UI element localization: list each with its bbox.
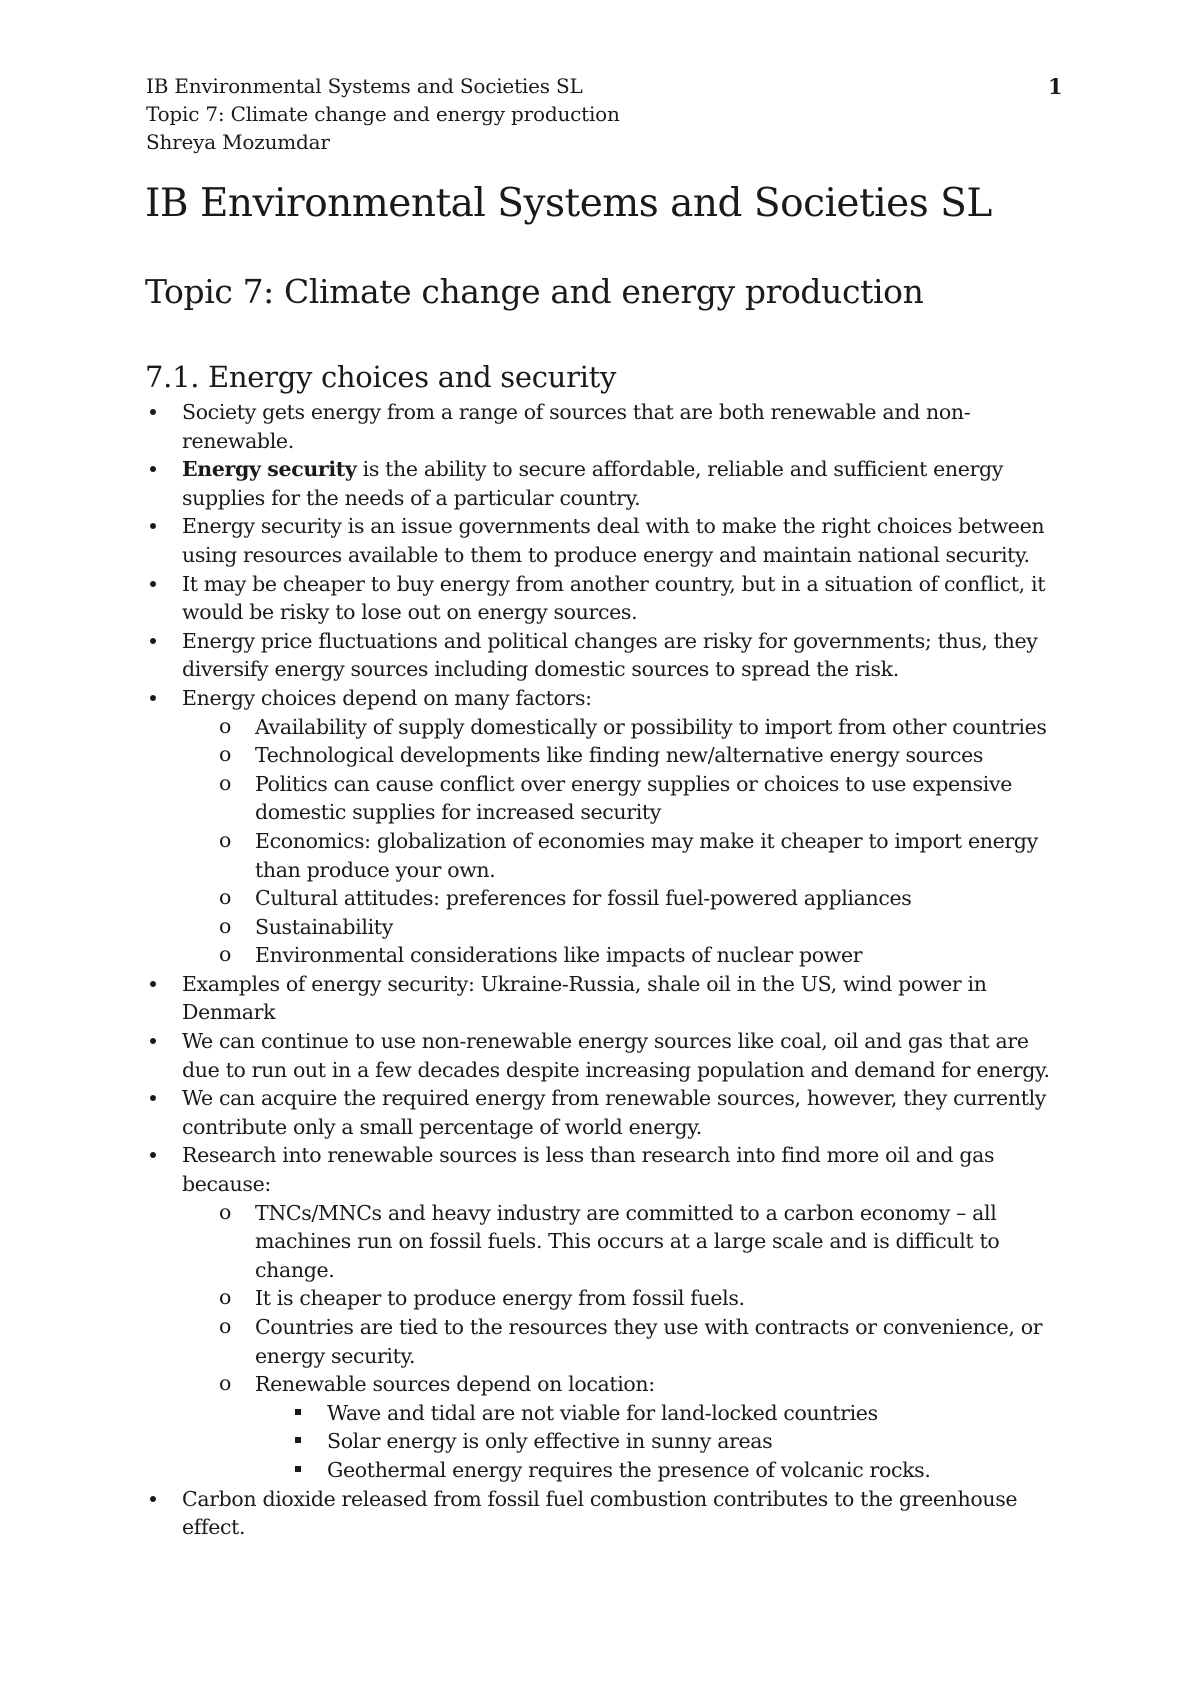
bullet-text: Energy choices depend on many factors: <box>182 685 592 710</box>
sub-sub-bullet-list <box>291 1399 1066 1485</box>
bullet-item: Examples of energy security: Ukraine-Russia, shale oil in the US, wind power in Denmark <box>146 970 1066 1027</box>
bullet-text: Research into renewable sources is less than research into find more oil and gas because: <box>182 1143 995 1197</box>
bullet-item: We can continue to use non-renewable energy sources like coal, oil and gas that are due to run out in a few decades despite increasing population and demand for energy. <box>146 1027 1066 1084</box>
document-title: IB Environmental Systems and Societies SL <box>145 181 992 226</box>
sub-bullet-list <box>219 713 1066 970</box>
term-energy-security: Energy security <box>182 457 357 482</box>
bullet-text: is the ability to secure affordable, reliable and sufficient energy supplies for the needs of a particular country. <box>182 457 1004 510</box>
sub-sub-bullet-item: Geothermal energy requires the presence of volcanic rocks. <box>291 1456 1066 1485</box>
page-number: 1 <box>1048 74 1063 99</box>
sub-bullet-item: o Cultural attitudes: preferences for fossil fuel-powered appliances <box>219 884 1066 913</box>
sub-bullet-item: o Sustainability <box>219 913 1066 942</box>
sub-bullet-item: o Economics: globalization of economies may make it cheaper to import energy than produce your own. <box>219 827 1066 884</box>
bullet-list <box>146 398 1066 1542</box>
header-topic: Topic 7: Climate change and energy production <box>146 102 620 126</box>
sub-bullet-item: o TNCs/MNCs and heavy industry are committed to a carbon economy – all machines run on fossil fuels. This occurs at a large scale and is difficult to change. <box>219 1199 1066 1285</box>
sub-bullet-item: o It is cheaper to produce energy from fossil fuels. <box>219 1284 1066 1313</box>
header-author: Shreya Mozumdar <box>146 130 330 154</box>
sub-bullet-item <box>219 1370 1066 1484</box>
bullet-item: Society gets energy from a range of sources that are both renewable and non-renewable. <box>146 398 1066 455</box>
header-course: IB Environmental Systems and Societies SL <box>146 74 583 98</box>
page-header <box>146 72 620 156</box>
section-heading: 7.1. Energy choices and security <box>145 360 617 394</box>
bullet-item: We can acquire the required energy from renewable sources, however, they currently contribute only a small percentage of world energy. <box>146 1084 1066 1141</box>
bullet-item <box>146 684 1066 970</box>
bullet-item <box>146 1141 1066 1484</box>
bullet-item: Energy price fluctuations and political changes are risky for governments; thus, they diversify energy sources including domestic sources to spread the risk. <box>146 627 1066 684</box>
topic-heading: Topic 7: Climate change and energy production <box>145 272 924 311</box>
sub-bullet-item: o Availability of supply domestically or possibility to import from other countries <box>219 713 1066 742</box>
sub-bullet-item: o Countries are tied to the resources they use with contracts or convenience, or energy security. <box>219 1313 1066 1370</box>
sub-sub-bullet-item: Solar energy is only effective in sunny areas <box>291 1427 1066 1456</box>
bullet-item: Energy security is an issue governments deal with to make the right choices between using resources available to them to produce energy and maintain national security. <box>146 512 1066 569</box>
sub-bullet-item: o Environmental considerations like impacts of nuclear power <box>219 941 1066 970</box>
sub-sub-bullet-item: Wave and tidal are not viable for land-locked countries <box>291 1399 1066 1428</box>
bullet-item <box>146 455 1066 512</box>
bullet-item: Carbon dioxide released from fossil fuel combustion contributes to the greenhouse effect. <box>146 1485 1066 1542</box>
notes-body <box>146 398 1066 1542</box>
bullet-item: It may be cheaper to buy energy from another country, but in a situation of conflict, it would be risky to lose out on energy sources. <box>146 570 1066 627</box>
sub-bullet-item: o Technological developments like finding new/alternative energy sources <box>219 741 1066 770</box>
sub-bullet-text: Renewable sources depend on location: <box>255 1372 655 1397</box>
sub-bullet-item: o Politics can cause conflict over energy supplies or choices to use expensive domestic supplies for increased security <box>219 770 1066 827</box>
sub-bullet-list <box>219 1199 1066 1485</box>
